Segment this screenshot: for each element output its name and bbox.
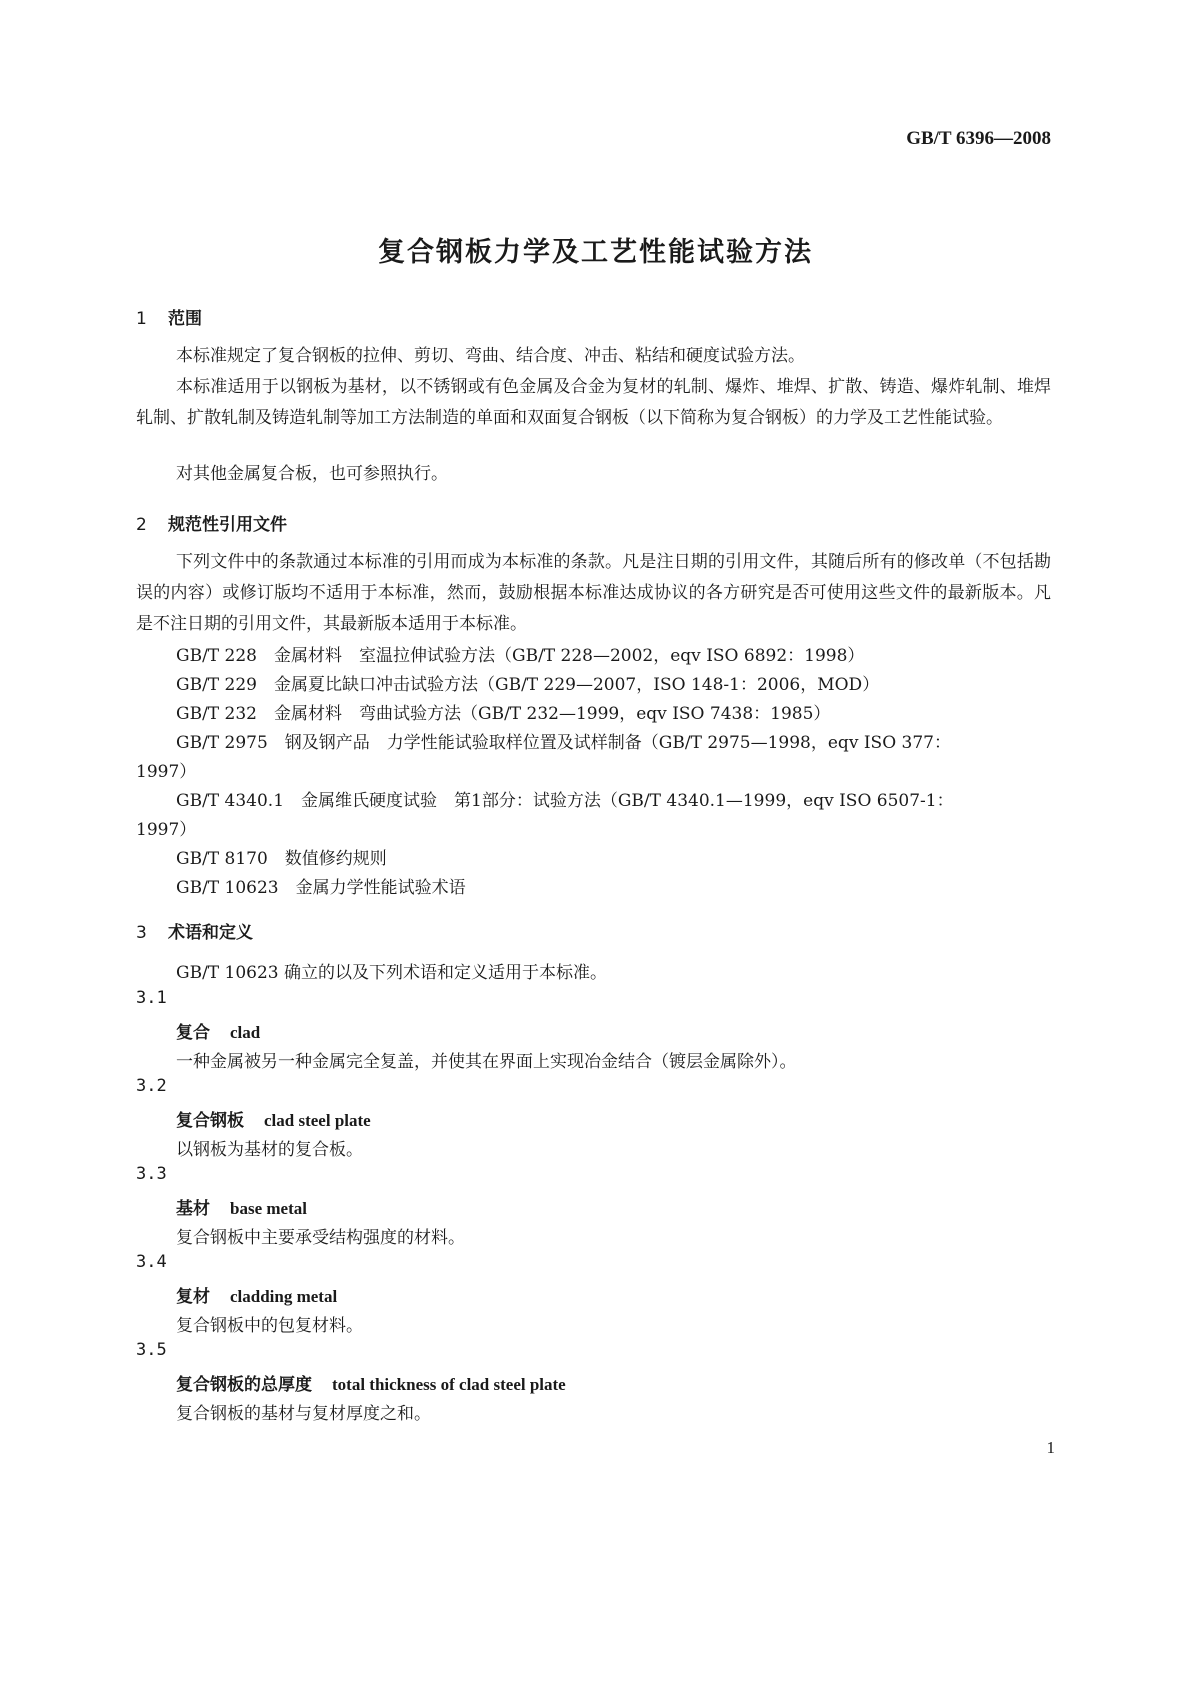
reference-continuation: 1997） bbox=[136, 820, 197, 840]
section-2-heading bbox=[136, 510, 287, 535]
section-title: 范围 bbox=[168, 309, 202, 329]
section-2-intro: 下列文件中的条款通过本标准的引用而成为本标准的条款。凡是注日期的引用文件，其随后所有的修改单（不包括勘误的内容）或修订版均不适用于本标准，然而，鼓励根据本标准达成协议的各方研究是否可使用这些文件的最新版本。凡是不注日期的引用文件，其最新版本适用于本标准。 bbox=[136, 552, 1051, 634]
term-zh: 复材 bbox=[176, 1287, 210, 1307]
document-title: 复合钢板力学及工艺性能试验方法 bbox=[378, 237, 813, 268]
reference-item: GB/T 10623 金属力学性能试验术语 bbox=[176, 878, 466, 898]
section-number: 2 bbox=[136, 515, 147, 535]
term-definition: 一种金属被另一种金属完全复盖，并使其在界面上实现冶金结合（镀层金属除外）。 bbox=[176, 1052, 797, 1072]
reference-item: GB/T 4340.1 金属维氏硬度试验 第1部分：试验方法（GB/T 4340.1—1999，eqv ISO 6507-1： bbox=[176, 791, 954, 811]
section-3-intro: GB/T 10623 确立的以及下列术语和定义适用于本标准。 bbox=[176, 963, 608, 983]
clause-number: 3.3 bbox=[136, 1164, 167, 1184]
term-heading bbox=[176, 1018, 260, 1043]
section-title: 术语和定义 bbox=[168, 923, 253, 943]
section-1-paragraph-1: 本标准规定了复合钢板的拉伸、剪切、弯曲、结合度、冲击、粘结和硬度试验方法。 bbox=[176, 346, 805, 366]
term-en: clad steel plate bbox=[264, 1111, 371, 1130]
term-zh: 复合钢板 bbox=[176, 1111, 244, 1131]
term-definition: 以钢板为基材的复合板。 bbox=[176, 1140, 363, 1160]
section-1-heading bbox=[136, 304, 202, 329]
term-heading bbox=[176, 1106, 371, 1131]
section-1-paragraph-2: 本标准适用于以钢板为基材，以不锈钢或有色金属及合金为复材的轧制、爆炸、堆焊、扩散、铸造、爆炸轧制、堆焊轧制、扩散轧制及铸造轧制等加工方法制造的单面和双面复合钢板（以下简称为复合钢板）的力学及工艺性能试验。 bbox=[136, 377, 1051, 428]
clause-number: 3.2 bbox=[136, 1076, 167, 1096]
section-number: 1 bbox=[136, 309, 147, 329]
term-zh: 复合钢板的总厚度 bbox=[176, 1375, 312, 1395]
term-definition: 复合钢板中主要承受结构强度的材料。 bbox=[176, 1228, 465, 1248]
reference-item: GB/T 2975 钢及钢产品 力学性能试验取样位置及试样制备（GB/T 2975—1998，eqv ISO 377： bbox=[176, 733, 951, 753]
term-en: total thickness of clad steel plate bbox=[332, 1375, 566, 1394]
clause-number: 3.1 bbox=[136, 988, 167, 1008]
section-number: 3 bbox=[136, 923, 147, 943]
term-heading bbox=[176, 1370, 566, 1395]
term-heading bbox=[176, 1282, 337, 1307]
reference-item: GB/T 229 金属夏比缺口冲击试验方法（GB/T 229—2007，ISO 148-1：2006，MOD） bbox=[176, 675, 880, 695]
section-1-paragraph-3: 对其他金属复合板，也可参照执行。 bbox=[176, 464, 448, 484]
term-heading bbox=[176, 1194, 307, 1219]
section-title: 规范性引用文件 bbox=[168, 515, 287, 535]
page-number: 1 bbox=[1046, 1438, 1055, 1457]
reference-item: GB/T 228 金属材料 室温拉伸试验方法（GB/T 228—2002，eqv ISO 6892：1998） bbox=[176, 646, 865, 666]
term-en: base metal bbox=[230, 1199, 307, 1218]
standard-code: GB/T 6396—2008 bbox=[906, 128, 1051, 149]
term-en: clad bbox=[230, 1023, 261, 1042]
term-en: cladding metal bbox=[230, 1287, 338, 1306]
section-3-heading bbox=[136, 918, 253, 943]
reference-continuation: 1997） bbox=[136, 762, 197, 782]
term-definition: 复合钢板中的包复材料。 bbox=[176, 1316, 363, 1336]
clause-number: 3.5 bbox=[136, 1340, 167, 1360]
clause-number: 3.4 bbox=[136, 1252, 167, 1272]
reference-item: GB/T 232 金属材料 弯曲试验方法（GB/T 232—1999，eqv ISO 7438：1985） bbox=[176, 704, 831, 724]
reference-item: GB/T 8170 数值修约规则 bbox=[176, 849, 387, 869]
term-zh: 基材 bbox=[176, 1199, 210, 1219]
term-definition: 复合钢板的基材与复材厚度之和。 bbox=[176, 1404, 431, 1424]
term-zh: 复合 bbox=[176, 1023, 210, 1043]
